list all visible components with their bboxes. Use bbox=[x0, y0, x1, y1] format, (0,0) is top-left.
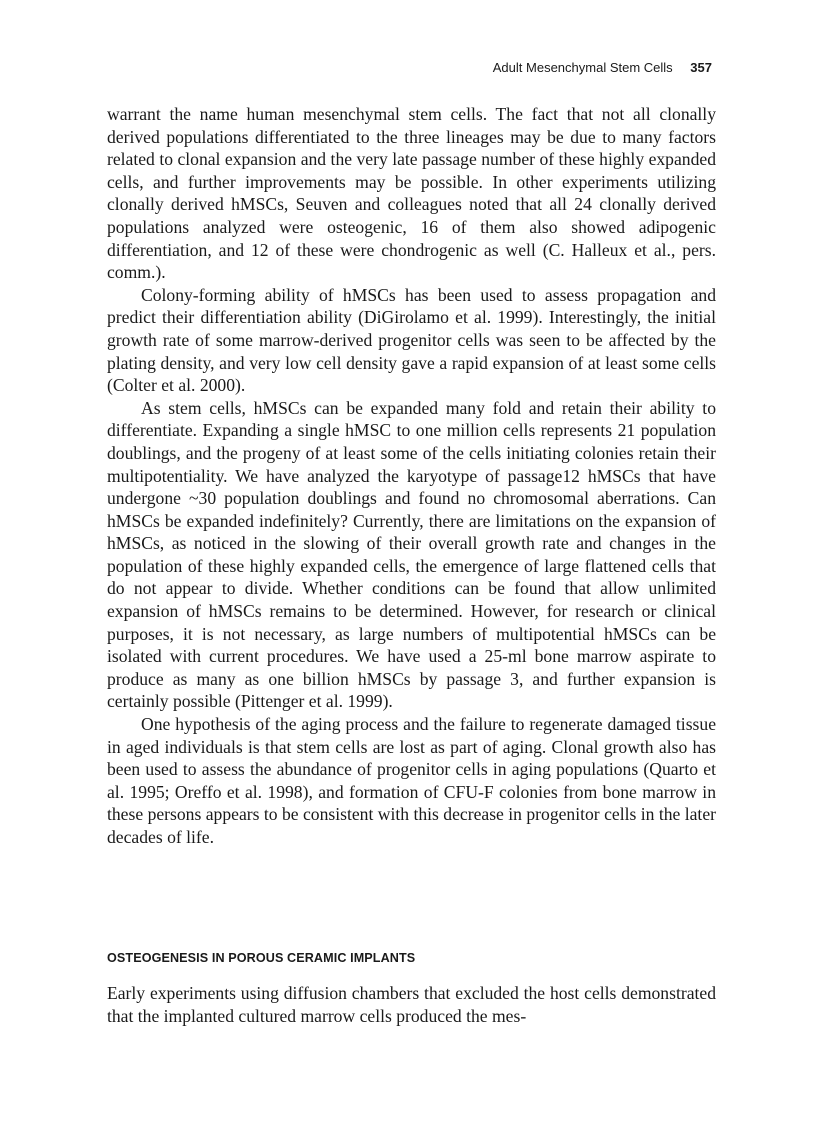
section-body bbox=[107, 982, 716, 1027]
paragraph-osteogenesis: Early experiments using diffusion chambers that excluded the host cells demonstrated that the implanted cultured marrow cells produced the mes- bbox=[107, 983, 716, 1026]
paragraph-colony-forming: Colony-forming ability of hMSCs has been used to assess propagation and predict their differentiation ability (DiGirolamo et al. 1999). Interestingly, the initial growth rate of some marrow-derived progenitor cells was seen to be affected by the plating density, and very low cell density gave a rapid expansion of at least some cells (Colter et al. 2000). bbox=[107, 284, 716, 396]
running-title: Adult Mesenchymal Stem Cells bbox=[492, 60, 673, 75]
running-head bbox=[493, 60, 712, 75]
section-heading: OSTEOGENESIS IN POROUS CERAMIC IMPLANTS bbox=[107, 951, 416, 965]
paragraph-continued: warrant the name human mesenchymal stem cells. The fact that not all clonally derived populations differentiated to the three lineages may be due to many factors related to clonal expansion and the very late passage number of these highly expanded cells, and further improvements may be possible. In other experiments utilizing clonally derived hMSCs, Seuven and colleagues noted that all 24 clonally derived populations analyzed were osteogenic, 16 of them also showed adipogenic differentiation, and 12 of these were chondrogenic as well (C. Halleux et al., pers. comm.). bbox=[107, 104, 716, 283]
paragraph-expansion: As stem cells, hMSCs can be expanded many fold and retain their ability to differentiate. Expanding a single hMSC to one million cells represents 21 population doublings, and the progeny of at least some of the cells initiating colonies retain their multipotentiality. We have analyzed the karyotype of passage12 hMSCs that have undergone ~30 population doublings and found no chromosomal aberrations. Can hMSCs be expanded indefinitely? Currently, there are limitations on the expansion of hMSCs, as noticed in the slowing of their overall growth rate and changes in the population of these highly expanded cells, the emergence of large flattened cells that do not appear to divide. Whether conditions can be found that allow unlimited expansion of hMSCs remains to be determined. However, for research or clinical purposes, it is not necessary, as large numbers of multipotential hMSCs can be isolated with current procedures. We have used a 25-ml bone marrow aspirate to produce as many as one billion hMSCs by passage 3, and further expansion is certainly possible (Pittenger et al. 1999). bbox=[107, 397, 716, 712]
body-text bbox=[107, 103, 716, 849]
paragraph-aging: One hypothesis of the aging process and the failure to regenerate damaged tissue in aged individuals is that stem cells are lost as part of aging. Clonal growth also has been used to assess the abundance of progenitor cells in aging populations (Quarto et al. 1995; Oreffo et al. 1998), and formation of CFU-F colonies from bone marrow in these persons appears to be consistent with this decrease in progenitor cells in the later decades of life. bbox=[107, 714, 716, 847]
page-number: 357 bbox=[690, 60, 712, 75]
